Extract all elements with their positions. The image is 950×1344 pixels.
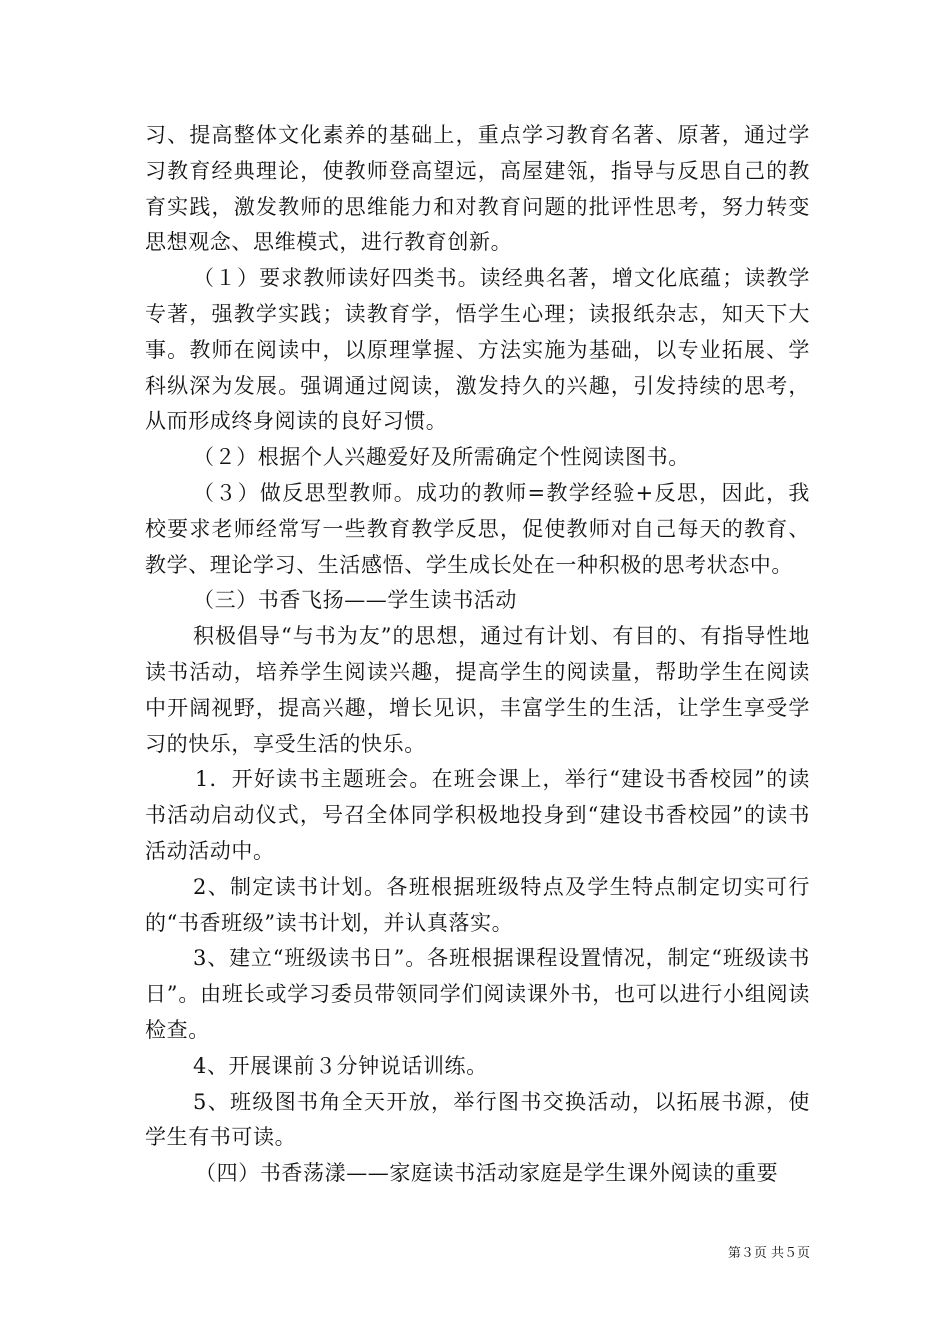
section-heading-family-reading: （四）书香荡漾——家庭读书活动家庭是学生课外阅读的重要 xyxy=(195,1161,779,1186)
paragraph-student-reading: 积极倡导“与书为友”的思想，通过有计划、有目的、有指导性地读书活动，培养学生阅读兴趣，提高学生的阅读量，帮助学生在阅读中开阔视野，提高兴趣，增长见识，丰富学生的生活，让学生享受学习的快乐，享受生活的快乐。 xyxy=(145,624,810,756)
list-item-5: 5、班级图书角全天开放，举行图书交换活动，以拓展书源，使学生有书可读。 xyxy=(145,1089,810,1150)
paragraph-item-2: （２）根据个人兴趣爱好及所需确定个性阅读图书。 xyxy=(193,445,690,470)
section-heading-student-reading: （三）书香飞扬——学生读书活动 xyxy=(193,588,517,613)
page-number-footer: 第３页 共５页 xyxy=(727,1246,810,1261)
paragraph-intro-continued: 习、提高整体文化素养的基础上，重点学习教育名著、原著，通过学习教育经典理论，使教师登高望远，高屋建瓴，指导与反思自己的教育实践，激发教师的思维能力和对教育问题的批评性思考，努力转变思想观念、思维模式，进行教育创新。 xyxy=(145,123,810,255)
paragraph-item-3: （３）做反思型教师。成功的教师=教学经验+反思，因此，我校要求老师经常写一些教育教学反思，促使教师对自己每天的教育、教学、理论学习、生活感悟、学生成长处在一种积极的思考状态中。 xyxy=(145,480,810,577)
list-item-4: 4、开展课前３分钟说话训练。 xyxy=(193,1053,488,1078)
document-body xyxy=(145,118,810,1192)
list-item-1: 1．开好读书主题班会。在班会课上，举行“建设书香校园”的读书活动启动仪式，号召全体同学积极地投身到“建设书香校园”的读书活动活动中。 xyxy=(145,767,810,863)
paragraph-item-1: （１）要求教师读好四类书。读经典名著，增文化底蕴；读教学专著，强教学实践；读教育学，悟学生心理；读报纸杂志，知天下大事。教师在阅读中，以原理掌握、方法实施为基础，以专业拓展、学科纵深为发展。强调通过阅读，激发持久的兴趣，引发持续的思考，从而形成终身阅读的良好习惯。 xyxy=(145,266,810,434)
list-item-3: 3、建立“班级读书日”。各班根据课程设置情况，制定“班级读书日”。由班长或学习委员带领同学们阅读课外书，也可以进行小组阅读检查。 xyxy=(145,946,810,1042)
list-item-2: 2、制定读书计划。各班根据班级特点及学生特点制定切实可行的“书香班级”读书计划，并认真落实。 xyxy=(145,874,810,935)
